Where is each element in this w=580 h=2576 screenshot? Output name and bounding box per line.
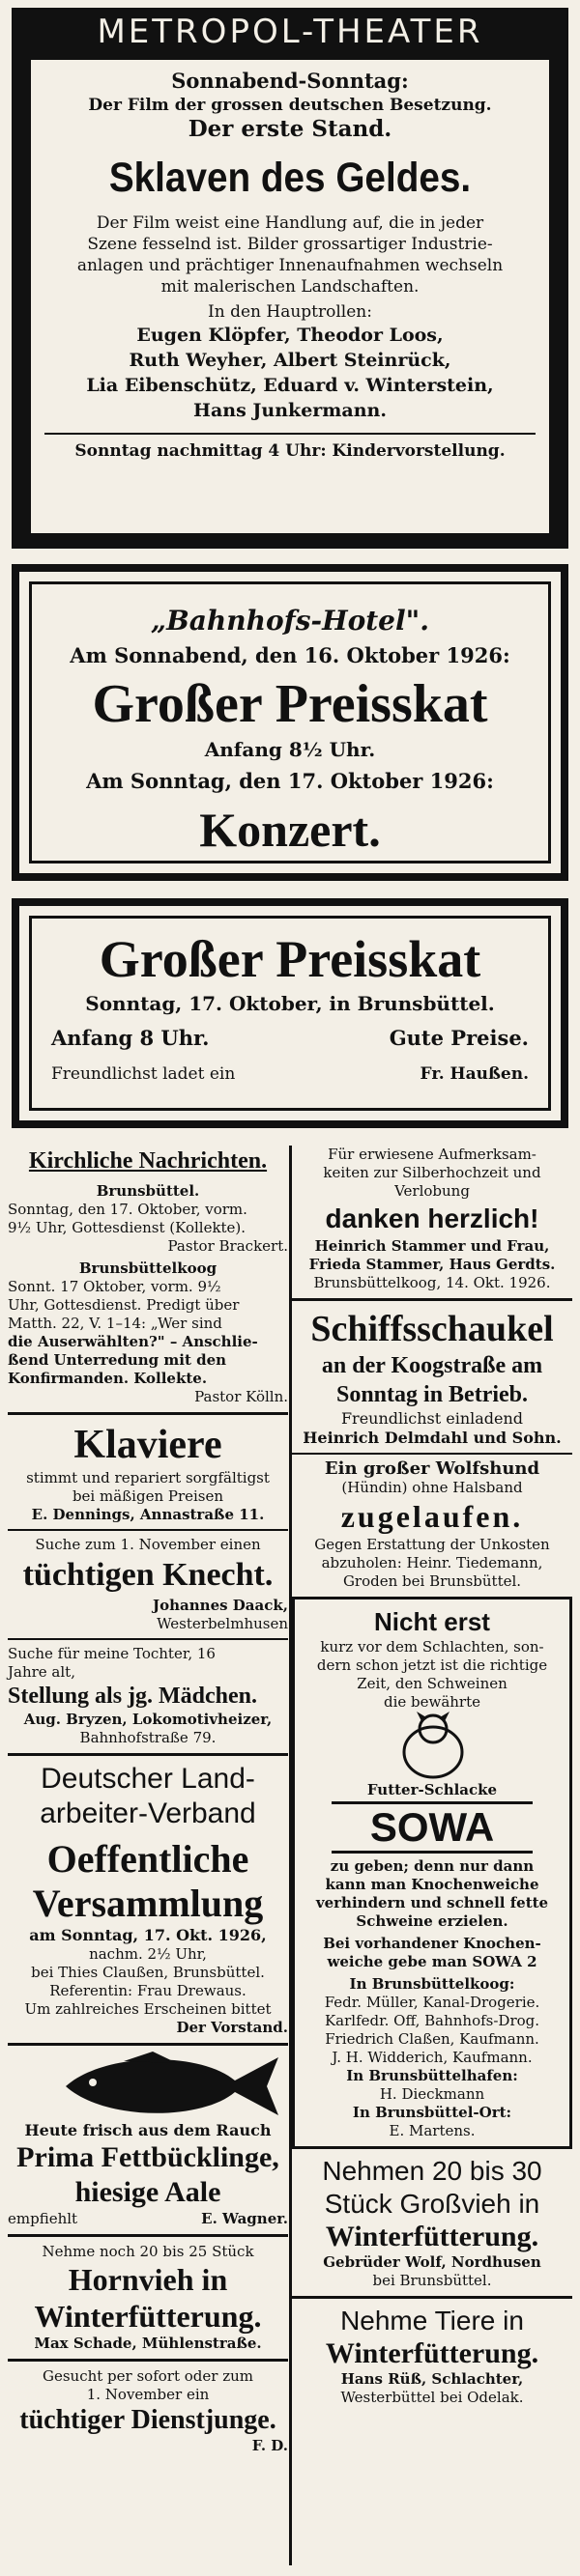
wolf-text: Gegen Erstattung der Unkosten abzuholen: Heinr. Tiedemann, Groden bei Brunsbüttel. (314, 1536, 550, 1590)
metropol-description: Der Film weist eine Handlung auf, die in jeder Szene fesselnd ist. Bilder grossartiger Industrie- anlagen und prächtiger Innenaufnahmen wechseln mit malerischen Landschaften. (76, 213, 504, 297)
knecht-name: Johannes Daack, Westerbelmhusen (153, 1597, 288, 1632)
horn-title: Hornvieh in Winterfütterung. (34, 2262, 262, 2334)
dienst-title: tüchtiger Dienstjunge. (19, 2405, 276, 2435)
hotel-date1: Am Sonnabend, den 16. Oktober 1926: (70, 643, 510, 667)
vers-date: am Sonntag, 17. Okt. 1926, (29, 1926, 267, 1944)
kirch-title: Kirchliche Nachrichten. (28, 1148, 268, 1174)
stell-title: Stellung als jg. Mädchen. (8, 1684, 258, 1709)
vers-ref: Referentin: Frau Drewaus. (49, 1982, 246, 1999)
knecht-title: tüchtigen Knecht. (22, 1557, 274, 1593)
nicht-text2: zu geben; denn nur dann kann man Knochenweiche verhindern und schnell fette Schweine erzielen. (315, 1857, 549, 1930)
schiff-invite: Freundlichst einladend (340, 1409, 524, 1428)
dienst-name: F. D. (251, 2437, 288, 2454)
metropol-header: METROPOL-THEATER (97, 13, 483, 51)
fish-name: E. Wagner. (201, 2210, 288, 2227)
fish-title: Prima Fettbücklinge, hiesige Aale (16, 2141, 279, 2208)
vers-title: Oeffentliche Versammlung (32, 1837, 264, 1925)
kirch-place2: Brunsbüttelkoog (78, 1260, 218, 1277)
knecht-lead: Suche zum 1. November einen (35, 1536, 261, 1553)
wolf-sub: (Hündin) ohne Halsband (341, 1479, 523, 1496)
schiff-name: Heinrich Delmdahl und Sohn. (303, 1429, 562, 1447)
dienst-lead: Gesucht per sofort oder zum 1. November ein (42, 2367, 253, 2403)
sale-list3: E. Martens. (389, 2122, 476, 2139)
kirch-text1: Sonntag, den 17. Oktober, vorm. 9½ Uhr, Gottesdienst (Kollekte). Pastor Brackert. (8, 1201, 288, 1255)
kirch-place1: Brunsbüttel. (96, 1182, 200, 1200)
sale-head2: In Brunsbüttelhafen: (346, 2067, 518, 2084)
nicht-title: Nicht erst (374, 1607, 490, 1636)
metropol-body (31, 60, 549, 533)
left-column (8, 1146, 288, 2565)
preis2-host: Fr. Haußen. (420, 1064, 529, 1084)
sale-head3: In Brunsbüttel-Ort: (352, 2104, 512, 2121)
metropol-theater-ad (12, 8, 568, 549)
dank-names: Heinrich Stammer und Frau, Frieda Stammer, Haus Gerdts. (308, 1237, 556, 1273)
metropol-roles-heading: In den Hauptrollen: (208, 302, 372, 322)
gross-title: Nehmen 20 bis 30 Stück Großvieh in Winterfütterung. (322, 2156, 542, 2252)
preisskat-ad (12, 898, 568, 1128)
hotel-event2: Konzert. (199, 803, 381, 857)
metropol-subtitle: Der Film der grossen deutschen Besetzung. (88, 96, 492, 115)
vers-invite: Um zahlreiches Erscheinen bittet (24, 2000, 272, 2018)
dank-place: Brunsbüttelkoog, 14. Okt. 1926. (313, 1274, 551, 1291)
tiere-name: Hans Rüß, Schlachter, Westerbüttel bei Odelak. (340, 2370, 524, 2406)
metropol-days: Sonnabend-Sonntag: (171, 69, 409, 93)
preis2-prices: Gute Preise. (389, 1026, 529, 1050)
hotel-date2: Am Sonntag, den 17. Oktober 1926: (86, 769, 494, 793)
wolf-big: zugelaufen. (340, 1499, 524, 1534)
preis2-start: Anfang 8 Uhr. (51, 1026, 210, 1050)
preis2-title: Großer Preisskat (99, 930, 481, 988)
tiere-title: Nehme Tiere in Winterfütterung. (325, 2306, 539, 2369)
vers-sign: Der Vorstand. (176, 2019, 288, 2036)
kirch-text2: Sonnt. 17 Oktober, vorm. 9½ Uhr, Gottesdienst. Predigt über Matth. 22, V. 1–14: „Wer sind die Auserwählten?" – Anschlie- ßend Unterredung mit den Konfirmanden. Kollekte. Pastor Kölln. (8, 1278, 288, 1405)
sowa-small: Futter-Schlacke (366, 1781, 498, 1798)
gross-name: Gebrüder Wolf, Nordhusen bei Brunsbüttel. (323, 2253, 541, 2289)
hotel-event1: Großer Preisskat (92, 674, 488, 734)
sale-head1: In Brunsbüttelkoog: (349, 1975, 515, 1993)
bahnhofs-hotel-ad (12, 564, 568, 881)
dank-lead: Für erwiesene Aufmerksam- keiten zur Silberhochzeit und Verlobung (323, 1146, 541, 1200)
preis2-date: Sonntag, 17. Oktober, in Brunsbüttel. (85, 992, 495, 1015)
nicht-text: kurz vor dem Schlachten, son- dern schon jetzt ist die richtige Zeit, den Schweinen die bewährte (316, 1638, 548, 1711)
nicht-text3: Bei vorhandener Knochen- weiche gebe man SOWA 2 (323, 1935, 541, 1970)
hotel-name: „Bahnhofs-Hotel". (151, 605, 429, 637)
sowa-ad (292, 1597, 572, 2149)
klav-name: E. Dennings, Annastraße 11. (31, 1506, 265, 1523)
preis2-invite: Freundlichst ladet ein (51, 1064, 236, 1084)
horn-lead: Nehme noch 20 bis 25 Stück (42, 2243, 254, 2260)
stell-name: Aug. Bryzen, Lokomotivheizer, Bahnhofstraße 79. (23, 1711, 273, 1746)
vers-time: nachm. 2½ Uhr, (89, 1945, 207, 1963)
pig-icon (303, 1712, 564, 1781)
metropol-note: Sonntag nachmittag 4 Uhr: Kindervorstellung. (74, 441, 506, 461)
vers-place: bei Thies Claußen, Brunsbüttel. (31, 1964, 265, 1981)
sale-list2: H. Dieckmann (379, 2085, 485, 2103)
metropol-film-title: Sklaven des Geldes. (108, 155, 472, 201)
right-column (292, 1146, 572, 2565)
verband-title: Deutscher Land- arbeiter-Verband (40, 1763, 256, 1829)
metropol-cast: Eugen Klöpfer, Theodor Loos, Ruth Weyher, Albert Steinrück, Lia Eibenschütz, Eduard v. Winterstein, Hans Junkermann. (86, 325, 494, 421)
metropol-stand: Der erste Stand. (188, 116, 392, 142)
wolf-title: Ein großer Wolfshund (324, 1458, 540, 1479)
fish-icon (8, 2052, 288, 2121)
fish-rec: empfiehlt (8, 2210, 78, 2227)
sale-list1: Fedr. Müller, Kanal-Drogerie. Karlfedr. Off, Bahnhofs-Drog. Friedrich Claßen, Kaufmann. J. H. Widderich, Kaufmann. (324, 1994, 540, 2066)
stell-lead: Suche für meine Tochter, 16 Jahre alt, (8, 1645, 216, 1681)
klav-title: Klaviere (73, 1423, 222, 1467)
sowa-brand: SOWA (332, 1801, 533, 1854)
fish-lead: Heute frisch aus dem Rauch (24, 2121, 272, 2139)
schiff-title: Schiffsschaukel an der Koogstraße am Sonntag in Betrieb. (310, 1309, 554, 1407)
klav-text: stimmt und repariert sorgfältigst bei mäßigen Preisen (26, 1469, 270, 1505)
horn-name: Max Schade, Mühlenstraße. (34, 2335, 262, 2352)
dank-title: danken herzlich! (325, 1203, 539, 1233)
hotel-start: Anfang 8½ Uhr. (204, 738, 376, 761)
